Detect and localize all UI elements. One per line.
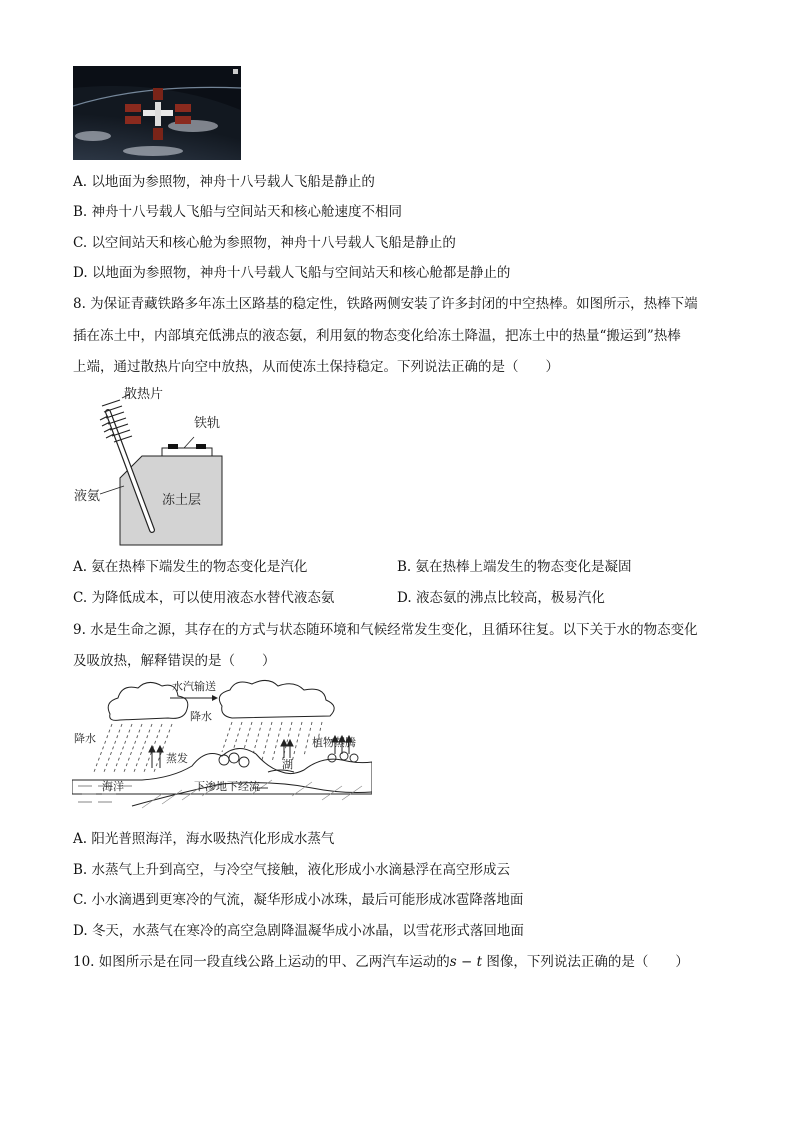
q8-option-a: A. 氨在热棒下端发生的物态变化是汽化 — [73, 559, 308, 575]
evaporation-label: 蒸发 — [166, 752, 188, 765]
q8-stem-line-3: 上端，通过散热片向空中放热，从而使冻土保持稳定。下列说法正确的是（ ） — [73, 359, 559, 375]
water-cycle-figure — [72, 676, 372, 824]
q8-option-b: B. 氨在热棒上端发生的物态变化是凝固 — [397, 559, 632, 575]
heat-pipe-figure — [72, 382, 242, 547]
frozen-soil-label: 冻土层 — [162, 493, 202, 508]
space-station-photo — [73, 66, 241, 160]
rain-right-label: 降水 — [190, 710, 212, 723]
q8-stem-line-1: 8. 为保证青藏铁路多年冻土区路基的稳定性，铁路两侧安装了许多封闭的中空热棒。如图所示，热棒下端 — [73, 296, 698, 312]
q8-option-c: C. 为降低成本，可以使用液态水替代液态氨 — [73, 590, 335, 606]
q9-option-c: C. 小水滴遇到更寒冷的气流，凝华形成小冰珠，最后可能形成冰雹降落地面 — [73, 892, 524, 908]
q9-option-d: D. 冬天，水蒸气在寒冷的高空急剧降温凝华成小冰晶，以雪花形式落回地面 — [73, 923, 524, 939]
lake-label: 湖 — [282, 758, 293, 771]
q7-option-c: C. 以空间站天和核心舱为参照物，神舟十八号载人飞船是静止的 — [73, 235, 456, 251]
ammonia-label: 液氨 — [74, 489, 101, 504]
rain-left-label: 降水 — [74, 732, 96, 745]
q7-option-d: D. 以地面为参照物，神舟十八号载人飞船与空间站天和核心舱都是静止的 — [73, 265, 511, 281]
q8-option-d: D. 液态氨的沸点比较高，极易汽化 — [397, 590, 605, 606]
fins-label: 散热片 — [124, 387, 164, 402]
transport-label: 水汽输送 — [172, 680, 216, 693]
q9-option-a: A. 阳光普照海洋，海水吸热汽化形成水蒸气 — [73, 831, 335, 847]
groundwater-label: 下渗地下经流 — [194, 780, 260, 793]
q10-stem: 10. 如图所示是在同一段直线公路上运动的甲、乙两汽车运动的s − t 图像，下列说法正确的是（ ） — [73, 954, 689, 970]
q9-stem-line-1: 9. 水是生命之源，其存在的方式与状态随环境和气候经常发生变化，且循环往复。以下关于水的物态变化 — [73, 622, 698, 638]
ocean-label: 海洋 — [102, 780, 124, 793]
q7-option-a: A. 以地面为参照物，神舟十八号载人飞船是静止的 — [73, 174, 375, 190]
rail-label: 铁轨 — [194, 416, 221, 431]
q8-stem-line-2: 插在冻土中，内部填充低沸点的液态氨，利用氨的物态变化给冻土降温，把冻土中的热量“搬运到”热棒 — [73, 328, 681, 344]
transpiration-label: 植物蒸腾 — [312, 736, 356, 749]
q9-option-b: B. 水蒸气上升到高空，与冷空气接触，液化形成小水滴悬浮在高空形成云 — [73, 862, 511, 878]
q9-stem-line-2: 及吸放热，解释错误的是（ ） — [73, 653, 276, 669]
q7-option-b: B. 神舟十八号载人飞船与空间站天和核心舱速度不相同 — [73, 204, 403, 220]
